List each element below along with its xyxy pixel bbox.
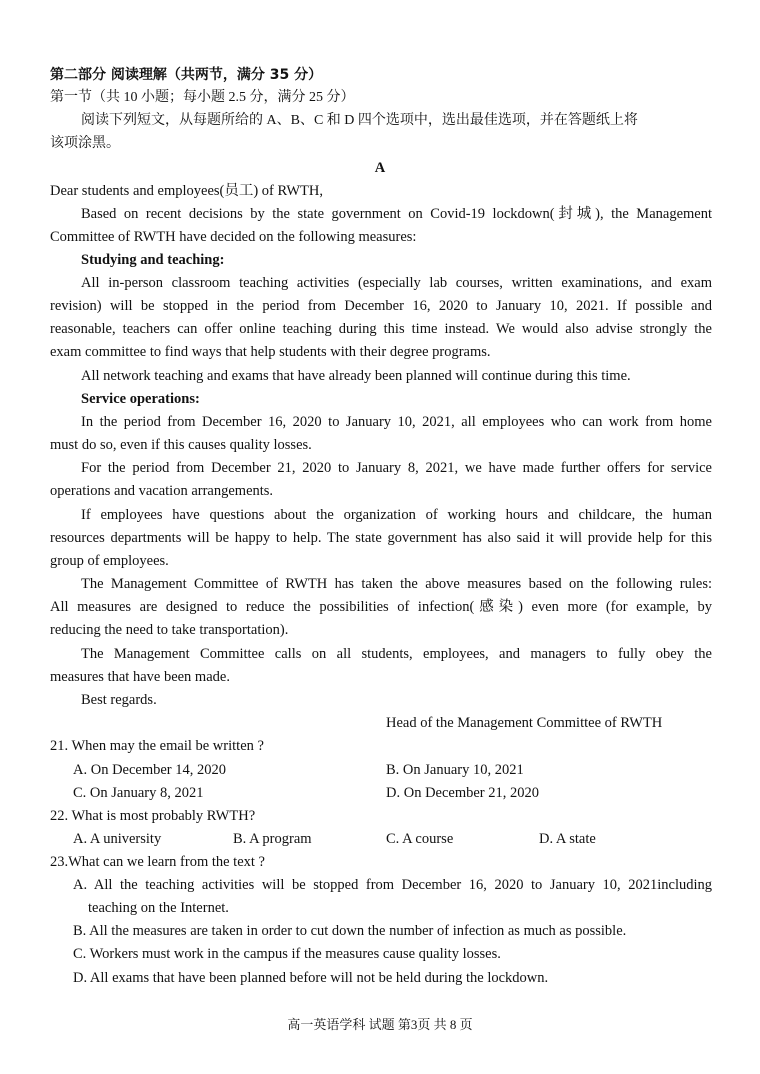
paragraph-8-line-1: The Management Committee calls on all students, employees, and managers to fully obey the: [81, 646, 712, 662]
paragraph-2-line-2: revision) will be stopped in the period from December 16, 2020 to January 10, 2021. If possible and: [50, 298, 712, 314]
signature: Head of the Management Committee of RWTH: [386, 715, 663, 731]
closing: Best regards.: [81, 692, 157, 708]
question-23-stem: 23.What can we learn from the text ?: [50, 854, 265, 870]
question-23-option-a-continued: teaching on the Internet.: [88, 900, 229, 916]
paragraph-6-line-1: If employees have questions about the organization of working hours and childcare, the human: [81, 507, 712, 523]
paragraph-7-line-3: reducing the need to take transportation).: [50, 622, 289, 638]
paragraph-5-line-1: For the period from December 21, 2020 to January 8, 2021, we have made further offers for service: [81, 460, 712, 476]
instructions-line-2: 该项涂黑。: [50, 136, 120, 151]
instructions-line-1: 阅读下列短文，从每题所给的 A、B、C 和 D 四个选项中，选出最佳选项，并在答题纸上将: [81, 113, 638, 128]
greeting: Dear students and employees(员工) of RWTH,: [50, 183, 324, 199]
question-23-option-d: D. All exams that have been planned before will not be held during the lockdown.: [73, 970, 549, 986]
question-22-option-c: C. A course: [386, 831, 454, 847]
paragraph-1-line-2: Committee of RWTH have decided on the following measures:: [50, 229, 417, 245]
paragraph-2-line-1: All in-person classroom teaching activities (especially lab courses, written examinations, and exam: [81, 275, 712, 291]
question-21-option-b: B. On January 10, 2021: [386, 762, 524, 778]
paragraph-7-line-1: The Management Committee of RWTH has taken the above measures based on the following rules:: [81, 576, 712, 592]
paragraph-5-line-2: operations and vacation arrangements.: [50, 483, 274, 499]
section-title: 第一节（共 10 小题；每小题 2.5 分，满分 25 分）: [50, 90, 355, 105]
question-21-option-a: A. On December 14, 2020: [73, 762, 227, 778]
paragraph-4-line-1: In the period from December 16, 2020 to January 10, 2021, all employees who can work from home: [81, 414, 712, 430]
question-22-option-d: D. A state: [539, 831, 596, 847]
question-21-option-d: D. On December 21, 2020: [386, 785, 540, 801]
question-23-option-a: A. All the teaching activities will be stopped from December 16, 2020 to January 10, 2021including: [73, 877, 712, 893]
question-22-stem: 22. What is most probably RWTH?: [50, 808, 256, 824]
question-21-stem: 21. When may the email be written ?: [50, 738, 264, 754]
paragraph-2-line-4: exam committee to find ways that help students with their degree programs.: [50, 344, 491, 360]
heading-studying-teaching: Studying and teaching:: [81, 252, 225, 268]
passage-label: A: [374, 160, 386, 176]
paragraph-8-line-2: measures that have been made.: [50, 669, 230, 685]
heading-service-operations: Service operations:: [81, 391, 200, 407]
paragraph-6-line-2: resources departments will be happy to help. The state government has also said it will provide help for this: [50, 530, 712, 546]
question-23-option-c: C. Workers must work in the campus if the measures cause quality losses.: [73, 946, 501, 962]
paragraph-1-line-1: Based on recent decisions by the state government on Covid-19 lockdown(封城), the Management: [81, 206, 712, 222]
question-23-option-b: B. All the measures are taken in order to cut down the number of infection as much as possible.: [73, 923, 627, 939]
paragraph-4-line-2: must do so, even if this causes quality losses.: [50, 437, 312, 453]
paragraph-2-line-3: reasonable, teachers can offer online teaching during this time instead. We would also advise strongly the: [50, 321, 712, 337]
part-title: 第二部分 阅读理解（共两节，满分 35 分）: [50, 67, 323, 83]
paragraph-6-line-3: group of employees.: [50, 553, 169, 569]
paragraph-3-line-1: All network teaching and exams that have already been planned will continue during this time.: [81, 368, 631, 384]
question-22-option-a: A. A university: [73, 831, 162, 847]
paragraph-7-line-2: All measures are designed to reduce the possibilities of infection(感染) even more (for example, by: [50, 599, 712, 615]
page-footer: 高一英语学科 试题 第3页 共 8 页: [287, 1017, 473, 1032]
question-22-option-b: B. A program: [233, 831, 312, 847]
question-21-option-c: C. On January 8, 2021: [73, 785, 204, 801]
